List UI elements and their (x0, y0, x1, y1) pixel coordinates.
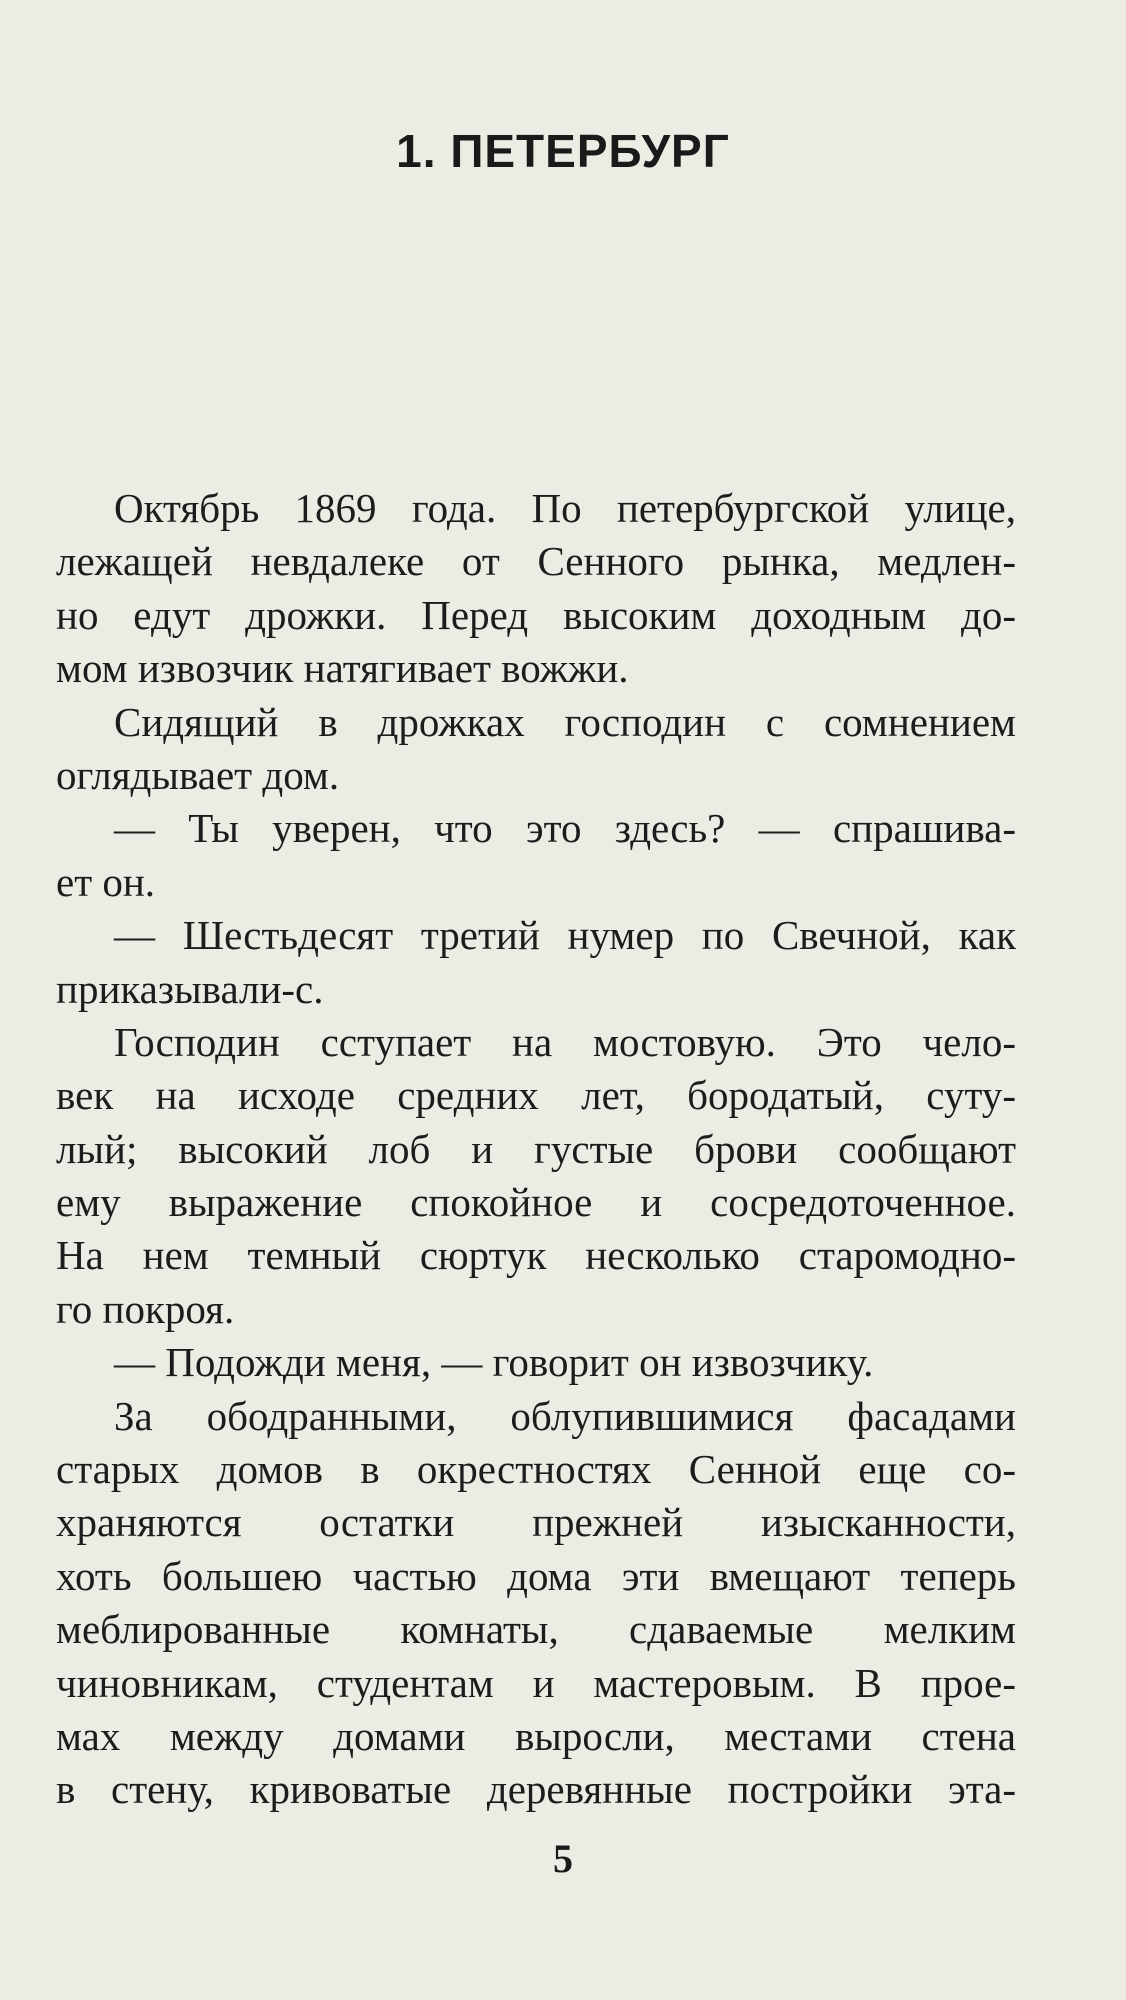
text-line: но едут дрожки. Перед высоким доходным до- (56, 591, 1016, 638)
text-line: — Подожди меня, — говорит он извозчику. (114, 1339, 874, 1386)
text-line: меблированные комнаты, сдаваемые мелким (56, 1606, 1016, 1653)
text-line: старых домов в окрестностях Сенной еще со- (56, 1446, 1016, 1493)
text-line: лый; высокий лоб и густые брови сообщают (56, 1125, 1016, 1172)
text-line: хоть большею частью дома эти вмещают теперь (56, 1552, 1016, 1599)
text-line: в стену, кривоватые деревянные постройки эта- (56, 1766, 1016, 1813)
text-line: ему выражение спокойное и сосредоточенное. (56, 1179, 1016, 1226)
page-number: 5 (553, 1836, 573, 1881)
text-line: На нем темный сюртук несколько старомодно- (56, 1232, 1016, 1279)
text-line: — Шестьдесят третий нумер по Свечной, как (114, 912, 1016, 959)
text-line: Господин сступает на мостовую. Это чело- (114, 1018, 1016, 1065)
text-line: оглядывает дом. (56, 751, 340, 798)
text-line: мом извозчик натягивает вожжи. (56, 645, 629, 692)
text-line: — Ты уверен, что это здесь? — спрашива- (114, 805, 1016, 852)
text-line: Октябрь 1869 года. По петербургской улице, (114, 485, 1016, 531)
text-line: го покроя. (56, 1285, 235, 1332)
text-line: лежащей невдалеке от Сенного рынка, медлен- (56, 538, 1016, 585)
text-line: храняются остатки прежней изысканности, (56, 1499, 1016, 1546)
text-line: ет он. (56, 858, 156, 905)
text-line: Сидящий в дрожках господин с сомнением (114, 698, 1016, 745)
body-text (56, 482, 1016, 1817)
text-line: приказывали-с. (56, 965, 324, 1012)
text-line: чиновникам, студентам и мастеровым. В прое- (56, 1659, 1016, 1706)
text-line: мах между домами выросли, местами стена (56, 1712, 1016, 1759)
chapter-title: 1. ПЕТЕРБУРГ (396, 125, 730, 177)
text-line: век на исходе средних лет, бородатый, суту- (56, 1072, 1016, 1119)
text-line: За ободранными, облупившимися фасадами (114, 1392, 1016, 1439)
